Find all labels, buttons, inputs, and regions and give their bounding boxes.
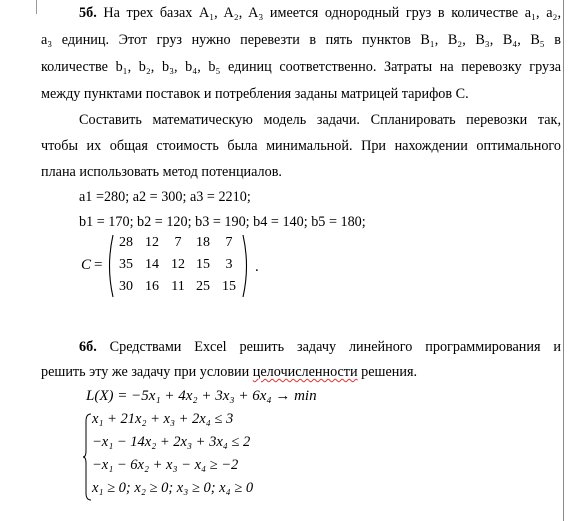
matrix-cell: 15 <box>196 257 210 272</box>
task5-number: 5б. <box>79 5 97 21</box>
task6-number: 6б. <box>79 339 97 355</box>
system-brace <box>82 413 92 501</box>
matrix-equals: = <box>94 257 103 273</box>
matrix-cell: 18 <box>196 235 210 250</box>
task5-line2: a₃ единиц. Этот груз нужно перевезти в пять пунктов B₁, B₂, B₃, B₄, B₅ в <box>41 32 561 48</box>
task5-line3: количестве b₁, b₂, b₃, b₄, b₅ единиц соответственно. Затраты на перевозку груза <box>41 59 561 75</box>
task6-line1: 6б. Средствами Excel решить задачу линейного программирования и <box>79 339 561 355</box>
tariff-matrix <box>77 232 277 302</box>
matrix-cell: 12 <box>145 235 159 250</box>
matrix-symbol: C <box>81 257 92 273</box>
matrix-cell: 16 <box>145 279 159 294</box>
matrix-cell: 14 <box>145 257 159 272</box>
spellcheck-word: целочисленности <box>252 364 358 380</box>
constraint-system <box>82 411 332 503</box>
matrix-cell: 11 <box>171 279 185 294</box>
constraint-3: −x₁ − 6x₂ + x₃ − x₄ ≥ −2 <box>92 457 239 473</box>
matrix-cell: 28 <box>119 235 133 250</box>
a-values: a1 =280; a2 = 300; a3 = 2210; <box>79 189 251 205</box>
matrix-cell: 12 <box>171 257 185 272</box>
matrix-cell: 25 <box>196 279 210 294</box>
task6-line2: решить эту же задачу при условии целочисленности решения. <box>41 364 418 380</box>
matrix-right-paren <box>241 234 251 298</box>
constraint-4: x₁ ≥ 0; x₂ ≥ 0; x₃ ≥ 0; x₄ ≥ 0 <box>92 480 254 496</box>
matrix-cell: 15 <box>222 279 236 294</box>
matrix-cell: 7 <box>225 235 233 250</box>
task5-line7: плана использовать метод потенциалов. <box>41 164 282 180</box>
matrix-cell: 35 <box>119 257 133 272</box>
constraint-1: x₁ + 21x₂ + x₃ + 2x₄ ≤ 3 <box>92 411 234 427</box>
task5-line1: 5б. На трех базах A₁, A₂, A₃ имеется однородный груз в количестве a₁, a₂, <box>79 5 561 21</box>
task5-line5: Составить математическую модель задачи. Спланировать перевозки так, <box>79 112 561 128</box>
objective-function: L(X) = −5x₁ + 4x₂ + 3x₃ + 6x₄ → min <box>86 388 317 404</box>
task5-line6: чтобы их общая стоимость была минимальной. При нахождении оптимального <box>41 138 561 154</box>
matrix-end-dot: . <box>255 259 259 275</box>
constraint-2: −x₁ − 14x₂ + 2x₃ + 3x₄ ≤ 2 <box>92 434 251 450</box>
matrix-cell: 3 <box>225 257 233 272</box>
task5-line4: между пунктами поставок и потребления заданы матрицей тарифов C. <box>41 86 469 102</box>
matrix-cell: 7 <box>174 235 182 250</box>
margin-marker <box>36 0 37 14</box>
b-values: b1 = 170; b2 = 120; b3 = 190; b4 = 140; b5 = 180; <box>79 214 366 230</box>
matrix-cell: 30 <box>119 279 133 294</box>
page-edge <box>563 0 564 521</box>
